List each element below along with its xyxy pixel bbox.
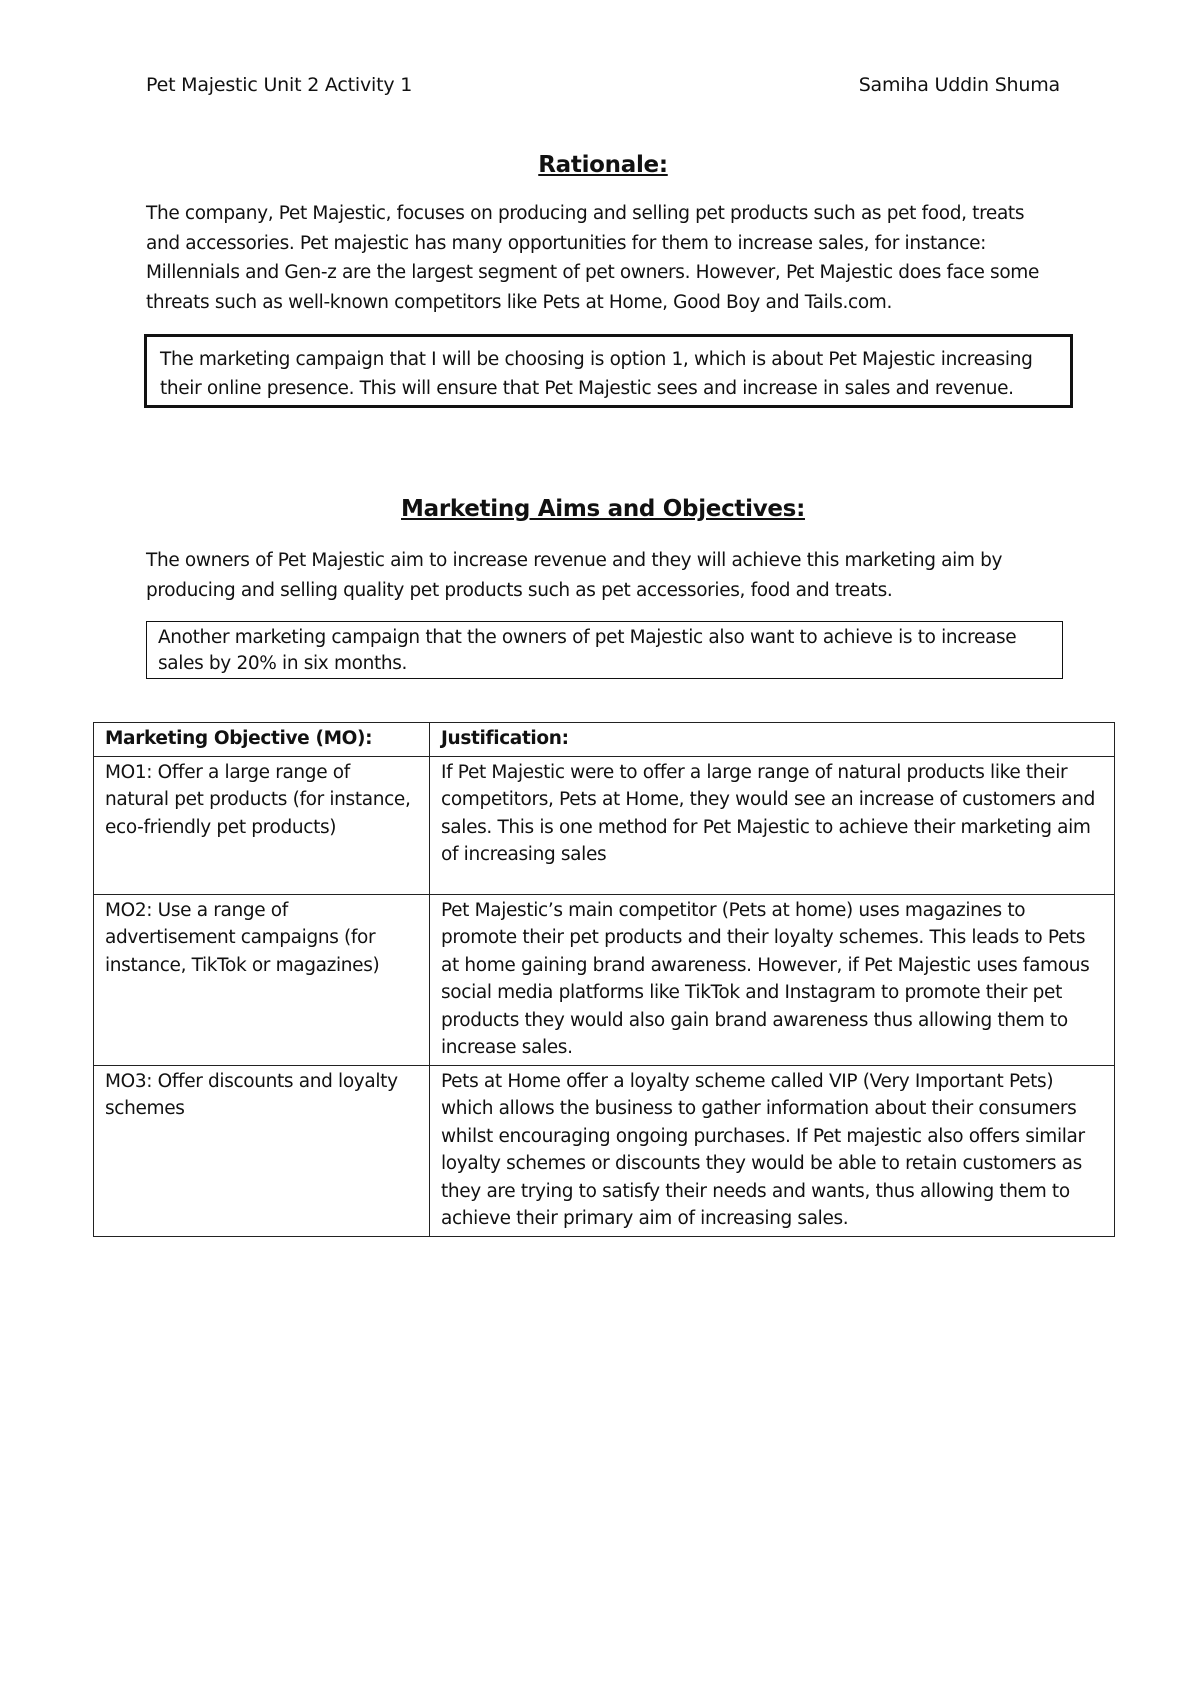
author-name: Samiha Uddin Shuma	[858, 74, 1060, 96]
objective-cell: MO3: Offer discounts and loyalty schemes	[94, 1065, 430, 1236]
objective-cell: MO2: Use a range of advertisement campaigns (for instance, TikTok or magazines)	[94, 894, 430, 1065]
marketing-objectives-table	[93, 722, 1115, 1237]
table-row	[94, 1065, 1115, 1236]
aims-heading: Marketing Aims and Objectives:	[401, 496, 805, 522]
campaign-choice-box: The marketing campaign that I will be choosing is option 1, which is about Pet Majestic increasing their online presence. This will ensure that Pet Majestic sees and increase in sales and revenue.	[144, 334, 1073, 408]
document-title: Pet Majestic Unit 2 Activity 1	[146, 74, 413, 96]
page-header	[146, 74, 1060, 104]
justification-cell: If Pet Majestic were to offer a large range of natural products like their competitors, Pets at Home, they would see an increase of customers and sales. This is one method for Pet Majestic to achieve their marketing aim of increasing sales	[430, 756, 1115, 894]
table-row	[94, 756, 1115, 894]
objective-cell: MO1: Offer a large range of natural pet products (for instance, eco-friendly pet products)	[94, 756, 430, 894]
rationale-heading: Rationale:	[538, 152, 668, 178]
objective-column-header: Marketing Objective (MO):	[94, 723, 430, 757]
sales-target-box: Another marketing campaign that the owners of pet Majestic also want to achieve is to increase sales by 20% in six months.	[146, 621, 1063, 679]
justification-column-header: Justification:	[430, 723, 1115, 757]
aims-paragraph: The owners of Pet Majestic aim to increase revenue and they will achieve this marketing aim by producing and selling quality pet products such as pet accessories, food and treats.	[146, 550, 1003, 601]
justification-cell: Pet Majestic’s main competitor (Pets at home) uses magazines to promote their pet products and their loyalty schemes. This leads to Pets at home gaining brand awareness. However, if Pet Majestic uses famous social media platforms like TikTok and Instagram to promote their pet products they would also gain brand awareness thus allowing them to increase sales.	[430, 894, 1115, 1065]
table-row	[94, 894, 1115, 1065]
rationale-paragraph: The company, Pet Majestic, focuses on producing and selling pet products such as pet food, treats and accessories. Pet majestic has many opportunities for them to increase sales, for instance: Millennials and Gen-z are the largest segment of pet owners. However, Pet Majestic does face some threats such as well-known competitors like Pets at Home, Good Boy and Tails.com.	[146, 203, 1040, 313]
table-header-row	[94, 723, 1115, 757]
justification-cell: Pets at Home offer a loyalty scheme called VIP (Very Important Pets) which allows the business to gather information about their consumers whilst encouraging ongoing purchases. If Pet majestic also offers similar loyalty schemes or discounts they would be able to retain customers as they are trying to satisfy their needs and wants, thus allowing them to achieve their primary aim of increasing sales.	[430, 1065, 1115, 1236]
